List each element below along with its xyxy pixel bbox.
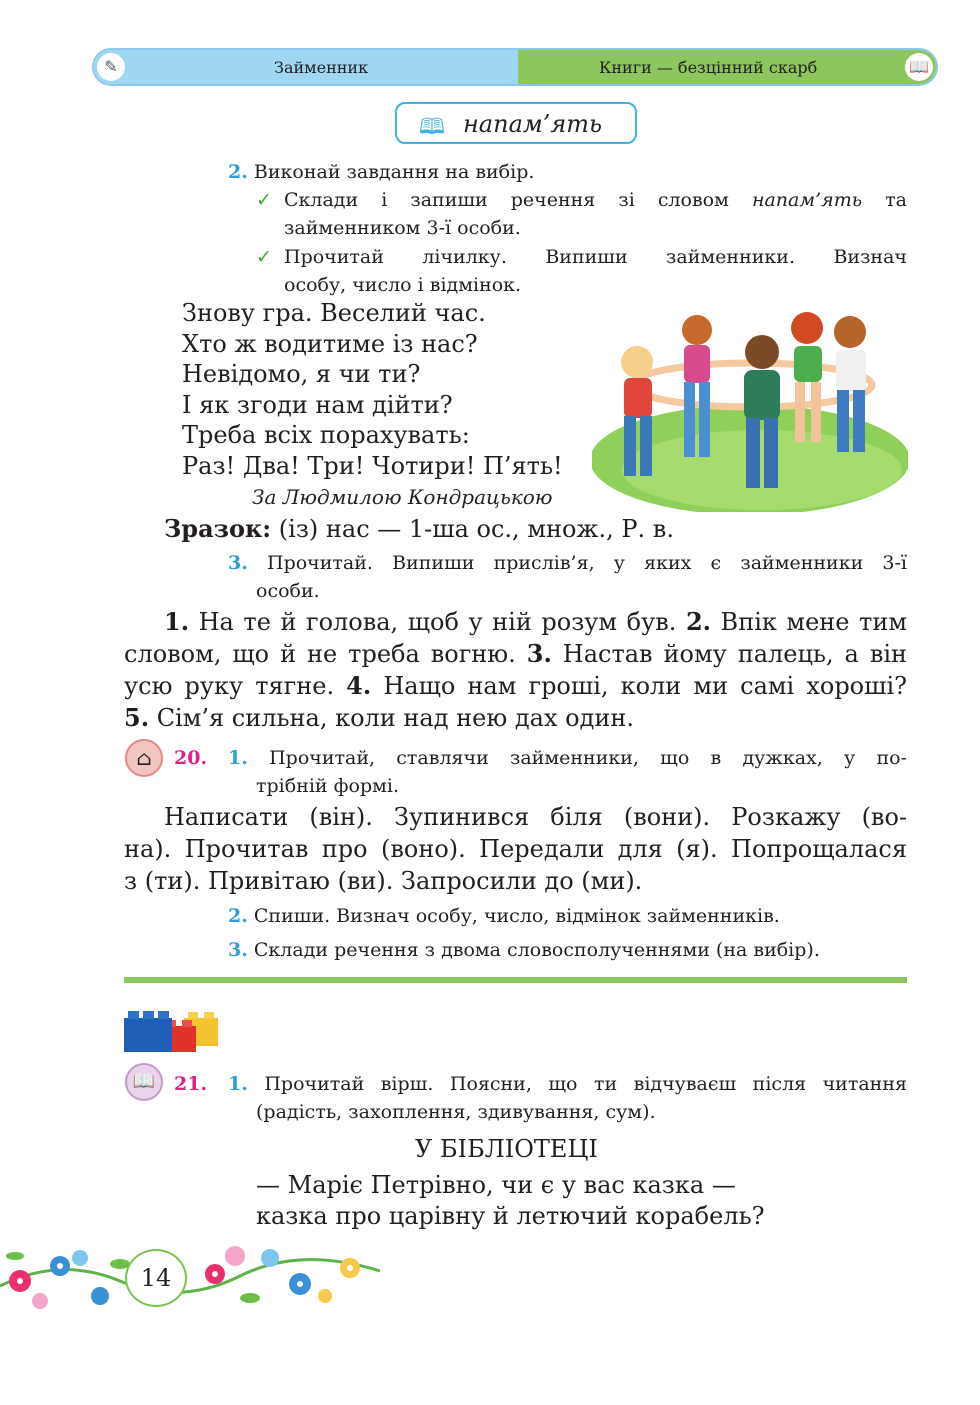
proverb-number: 3.	[526, 639, 552, 668]
task2-option2-line1: Прочитай лічилку. Випиши займенники. Визнач	[284, 246, 907, 268]
toy-blocks-icon	[124, 1006, 220, 1056]
ex21-sub1-line1	[228, 1070, 907, 1098]
flower-garland-icon	[0, 1236, 380, 1316]
header-chapter-title: Книги — безцінний скарб	[599, 58, 818, 77]
reading-book-icon: 📖	[125, 1063, 163, 1101]
page-header	[92, 48, 938, 86]
sample-text: (із) нас — 1-ша ос., множ., Р. в.	[271, 515, 674, 543]
sample-line	[164, 514, 674, 544]
task2-option1-line1	[284, 186, 907, 214]
proverb-line	[124, 671, 907, 701]
poem-line: І як згоди нам дійти?	[182, 390, 453, 419]
ex20-sub3-number: 3.	[228, 939, 248, 961]
proverb-line	[124, 703, 907, 733]
open-book-icon: 🕮	[419, 115, 445, 140]
task3-line2: особи.	[256, 580, 320, 602]
ex21-poem-line: — Маріє Петрівно, чи є у вас казка —	[256, 1171, 736, 1199]
check-icon: ✓	[256, 189, 272, 211]
ex21-number-text: 21.	[174, 1073, 208, 1095]
proverb-number: 4.	[346, 671, 372, 700]
page-number: 14	[125, 1249, 187, 1307]
poem-line: Раз! Два! Три! Чотири! П’ять!	[182, 451, 563, 480]
ex21-sub1-text: Прочитай вірш. Поясни, що ти відчуваєш після читання	[264, 1073, 907, 1095]
ex21-sub1-number: 1.	[228, 1073, 248, 1095]
ex20-sub1-number: 1.	[228, 747, 248, 769]
task3-number: 3.	[228, 552, 248, 574]
ex20-text	[124, 802, 907, 896]
ex21-poem-title: У БІБЛІОТЕЦІ	[415, 1135, 598, 1163]
proverb-text: словом, що й не треба вогню.	[124, 640, 527, 668]
task2-option1-line2: займенником 3-ї особи.	[284, 217, 521, 239]
proverb-line	[124, 607, 907, 637]
ex20-text-line: з (ти). Привітаю (ви). Запросили до (ми).	[124, 867, 643, 895]
proverb-text: Впік мене тим	[711, 608, 907, 636]
ex20-sub1-line2: трібній формі.	[256, 775, 400, 797]
proverb-text: Нащо нам гроші, коли ми самі хороші?	[371, 672, 907, 700]
header-section-title: Займенник	[274, 58, 369, 77]
poem-line: Хто ж водитиме із нас?	[182, 329, 478, 358]
proverb-text: На те й голова, щоб у ній розум був.	[189, 608, 686, 636]
ex20-text-line: на). Прочитав про (воно). Передали для (я). Попрощалася	[124, 835, 907, 863]
ex21-sub1-line2: (радість, захоплення, здивування, сум).	[256, 1101, 656, 1123]
ex20-sub3	[228, 936, 820, 964]
ex20-sub2-text: Спиши. Визнач особу, число, відмінок займенників.	[253, 905, 780, 927]
check-icon: ✓	[256, 246, 272, 268]
proverb-text: Сім’я сильна, коли над нею дах один.	[149, 704, 634, 732]
sample-label: Зразок:	[164, 514, 272, 543]
ex20-sub1-text: Прочитай, ставлячи займенники, що в дужках, у по-	[269, 747, 907, 769]
poem-line: Треба всіх порахувать:	[182, 421, 470, 449]
ex20-sub1-line1	[228, 744, 907, 772]
option1-text-b: та	[862, 189, 907, 211]
option1-text-a: Склади і запиши речення зі словом	[284, 189, 752, 211]
ex21-poem-line: казка про царівну й летючий корабель?	[256, 1202, 765, 1230]
task2-text: Виконай завдання на вибір.	[253, 161, 535, 183]
task2-heading	[228, 158, 534, 186]
poem-author: За Людмилою Кондрацькою	[252, 485, 553, 509]
proverb-text: Настав йому палець, а він	[551, 640, 908, 668]
ex21-number	[174, 1070, 207, 1098]
poem-line: Невідомо, я чи ти?	[182, 360, 421, 388]
ex20-sub3-text: Склади речення з двома словосполученнями (на вибір).	[253, 939, 820, 961]
proverb-number: 1.	[164, 607, 190, 636]
ex20-sub2	[228, 902, 780, 930]
poem-line: Знову гра. Веселий час.	[182, 299, 486, 327]
proverb-number: 5.	[124, 703, 150, 732]
ex20-number	[174, 744, 207, 772]
ex20-sub2-number: 2.	[228, 905, 248, 927]
proverb-text: усю руку тягне.	[124, 672, 347, 700]
keyword-text: напам’ять	[463, 110, 603, 138]
counting-rhyme	[182, 298, 563, 481]
proverb-number: 2.	[685, 607, 711, 636]
task3-line1	[228, 549, 907, 577]
proverbs-block	[124, 607, 907, 733]
section-divider	[124, 977, 907, 983]
task2-option2-line2: особу, число і відмінок.	[284, 274, 522, 296]
pen-icon: ✎	[97, 53, 125, 81]
task3-text: Прочитай. Випиши прислів’я, у яких є займенники 3-ї	[267, 552, 907, 574]
house-icon: ⌂	[125, 739, 163, 777]
task2-number: 2.	[228, 161, 248, 183]
option1-keyword: напам’ять	[751, 189, 863, 211]
ex20-text-line: Написати (він). Зупинився біля (вони). Розкажу (во-	[164, 803, 907, 831]
keyword-box	[395, 102, 637, 144]
proverb-line	[124, 639, 907, 669]
ex20-number-text: 20.	[174, 747, 208, 769]
children-playing-illustration	[592, 290, 908, 512]
book-icon: 📖	[905, 53, 933, 81]
